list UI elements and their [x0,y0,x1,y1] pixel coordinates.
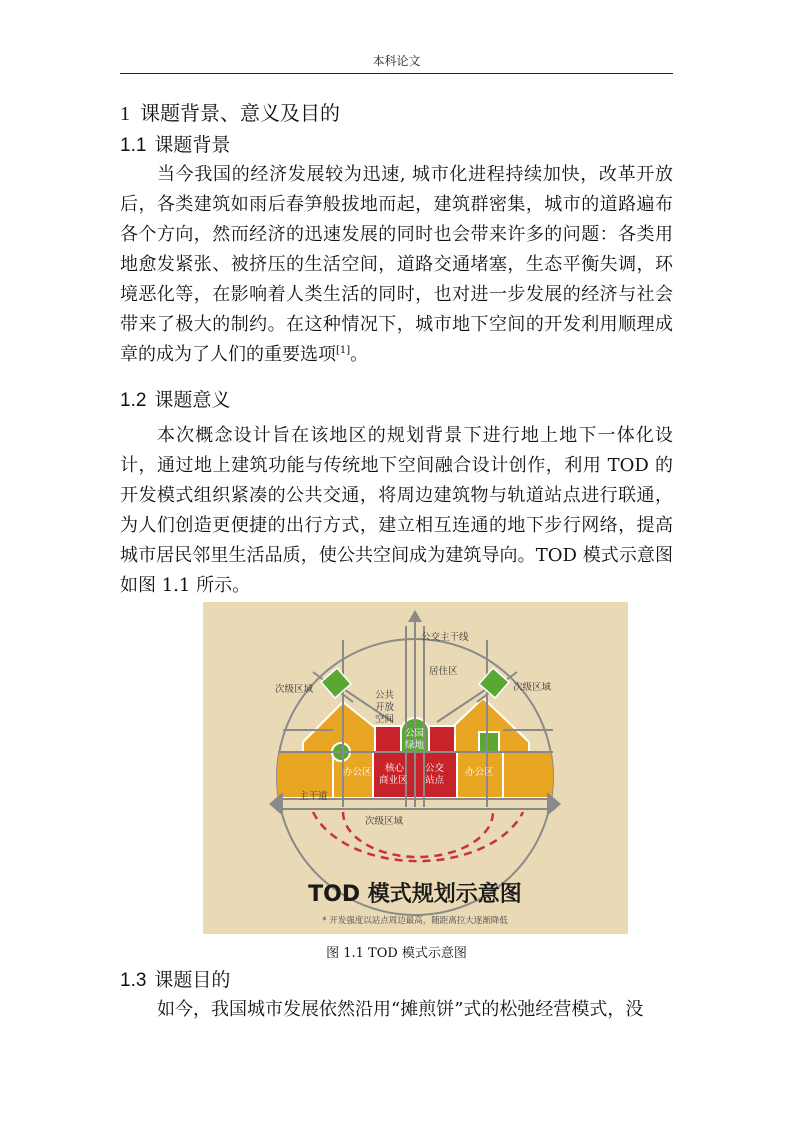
secondary-right-marker [477,668,517,702]
label-office-right: 办公区 [465,767,494,778]
label-residential: 居住区 [429,666,458,677]
paragraph-text: 本次概念设计旨在该地区的规划背景下进行地上地下一体化设计，通过地上建筑功能与传统地下空间融合设计创作，利用 TOD 的开发模式组织紧凑的公共交通，将周边建筑物与轨道站点进行联通，为人们创造更便捷的出行方式，建立相互连通的地下步行网络，提高城市居民邻里生活品质，使公共空间成为建筑导向。TOD 模式示意图如图 1.1 所示。 [120,425,673,596]
label-office-left: 办公区 [343,767,372,778]
secondary-left-marker [313,668,353,702]
green-square-right [479,732,499,752]
red-block-left [375,726,401,752]
paragraph-significance [120,421,673,601]
citation: [1] [336,345,351,356]
label-public-open-3: 空间 [375,714,395,725]
subsection-heading-1-1 [120,130,230,157]
label-park-2: 绿地 [405,740,425,751]
section-heading [120,97,340,126]
label-station-2: 站点 [425,775,445,786]
section-number: 1 [120,103,130,125]
paragraph-purpose [120,995,673,1025]
label-core-1: 核心 [385,763,405,774]
figure-title: TOD 模式规划示意图 [308,882,522,907]
label-secondary-bottom: 次级区域 [365,816,404,827]
label-public-open-1: 公共 [375,690,395,701]
subsection-title: 课题目的 [154,969,231,991]
page-header: 本科论文 [372,54,421,68]
subsection-heading-1-3 [120,965,230,992]
label-bus-trunk: 公交主干线 [421,632,469,643]
bus-trunk-arrow [408,610,422,622]
tod-diagram-figure [203,602,628,934]
subsection-heading-1-2 [120,385,230,412]
figure-caption: 图 1.1 TOD 模式示意图 [326,946,467,961]
label-public-open-2: 开放 [375,702,395,713]
label-core-2: 商业区 [379,775,408,786]
tod-diagram [203,602,628,934]
paragraph-background [120,160,673,370]
paragraph-tail: 。 [350,344,369,365]
figure-note: * 开发强度以站点周边最高，随距离拉大逐渐降低 [322,916,508,926]
subsection-number: 1.1 [120,135,147,156]
section-title: 课题背景、意义及目的 [140,101,340,125]
red-block-right [429,726,455,752]
paragraph-text: 如今，我国城市发展依然沿用“摊煎饼”式的松弛经营模式，没 [157,999,644,1020]
subsection-title: 课题背景 [154,134,231,156]
subsection-title: 课题意义 [154,389,231,411]
label-station-1: 公交 [425,763,445,774]
subsection-number: 1.2 [120,390,147,411]
label-park-1: 公园 [405,728,425,739]
label-main-road: 主干道 [299,791,328,802]
label-secondary-right: 次级区域 [513,682,552,693]
subsection-number: 1.3 [120,970,147,991]
paragraph-text: 当今我国的经济发展较为迅速, 城市化进程持续加快，改革开放后，各类建筑如雨后春笋般拔地而起，建筑群密集，城市的道路遍布各个方向，然而经济的迅速发展的同时也会带来许多的问题：各类用地愈发紧张、被挤压的生活空间，道路交通堵塞，生态平衡失调，环境恶化等，在影响着人类生活的同时，也对进一步发展的经济与社会带来了极大的制约。在这种情况下，城市地下空间的开发利用顺理成章的成为了人们的重要选项 [120,164,673,365]
header-rule [120,73,673,74]
label-secondary-left: 次级区域 [275,684,314,695]
office-zone-right-block [503,752,573,798]
